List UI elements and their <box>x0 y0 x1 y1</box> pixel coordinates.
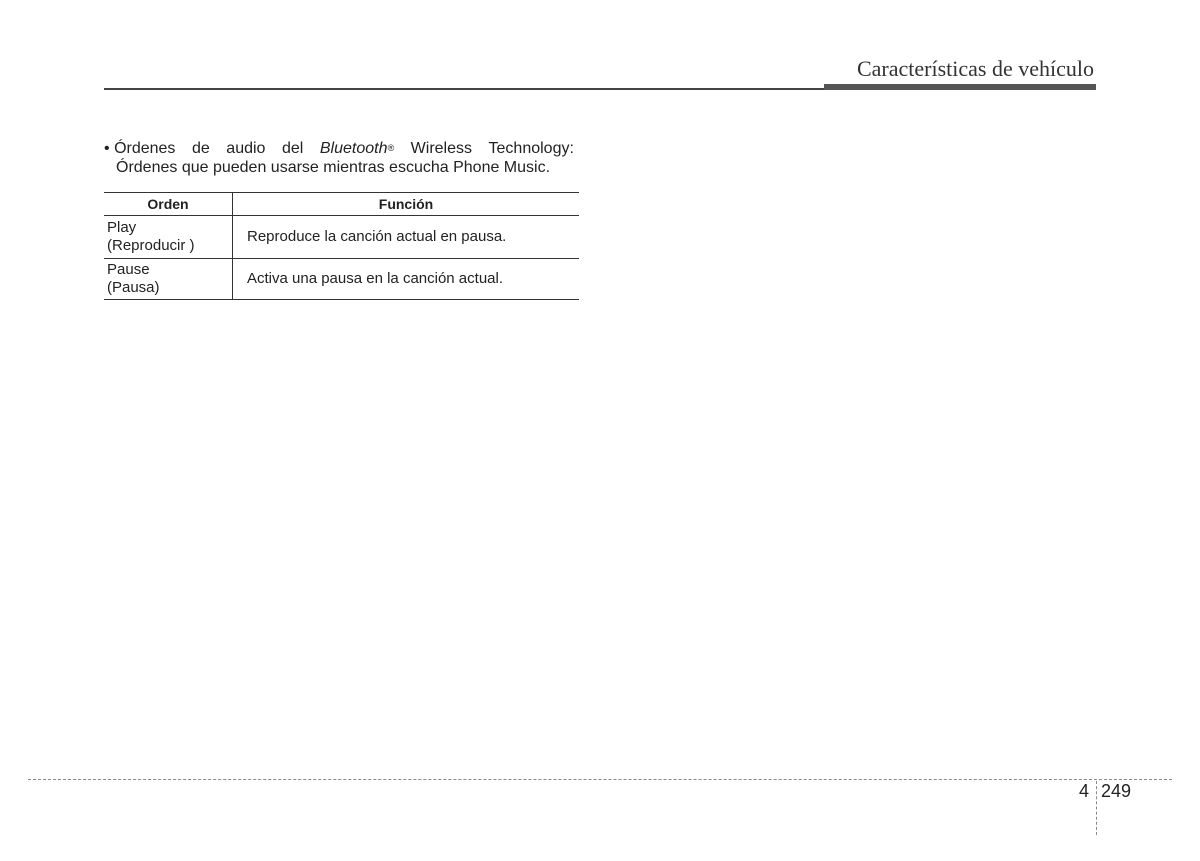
bluetooth-brand: Bluetooth® <box>319 140 395 157</box>
bullet-marker: • <box>104 140 110 157</box>
command-translation: (Pausa) <box>107 279 160 296</box>
command-cell <box>104 216 233 259</box>
column-header-orden: Orden <box>104 193 233 216</box>
page-number: 249 <box>1101 781 1132 801</box>
command-cell <box>104 259 233 300</box>
table-header-row <box>104 193 579 216</box>
header-rule-accent <box>824 84 1096 90</box>
intro-word: audio <box>226 140 266 157</box>
intro-line-1 <box>104 139 574 158</box>
command-translation: (Reproducir ) <box>107 237 195 254</box>
intro-word: Technology: <box>488 140 574 157</box>
intro-word: de <box>191 140 210 157</box>
table-row <box>104 259 579 300</box>
function-cell: Activa una pausa en la canción actual. <box>233 259 580 300</box>
column-header-funcion: Función <box>233 193 580 216</box>
table-row <box>104 216 579 259</box>
intro-paragraph <box>104 139 574 177</box>
intro-word: • Órdenes <box>104 140 176 157</box>
command-name: Play <box>107 219 137 236</box>
intro-line-2: Órdenes que pueden usarse mientras escucha Phone Music. <box>116 159 551 176</box>
audio-commands-table <box>104 192 579 300</box>
intro-word: Wireless <box>410 140 472 157</box>
header-rule <box>104 88 824 90</box>
intro-word: del <box>281 140 304 157</box>
page-number-divider <box>1096 781 1097 835</box>
section-title: Características de vehículo <box>856 56 1094 81</box>
command-name: Pause <box>107 261 150 278</box>
footer-rule <box>28 779 1172 780</box>
registered-mark: ® <box>387 143 395 153</box>
function-cell: Reproduce la canción actual en pausa. <box>233 216 580 259</box>
chapter-number: 4 <box>1079 781 1090 801</box>
